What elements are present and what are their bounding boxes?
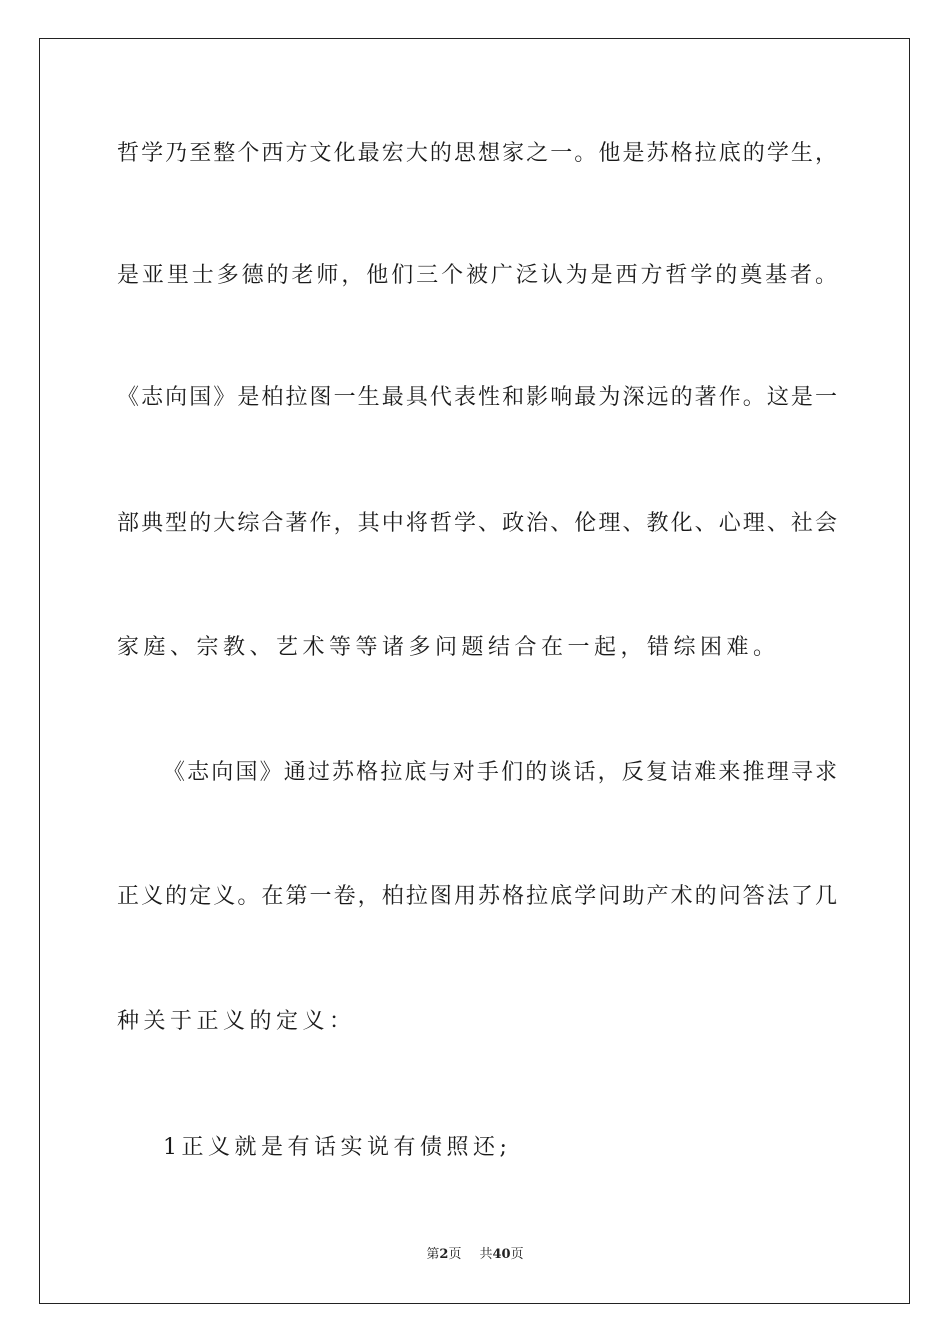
body-line-4: 部典型的大综合著作，其中将哲学、政治、伦理、教化、心理、社会 bbox=[117, 511, 837, 536]
footer-page-number: 2 bbox=[439, 1247, 449, 1262]
body-line-8: 种关于正义的定义： bbox=[117, 1009, 356, 1034]
footer-page-suffix: 页 bbox=[448, 1247, 462, 1262]
footer-page-prefix: 第 bbox=[426, 1247, 440, 1262]
page-border bbox=[39, 38, 910, 1304]
body-line-1: 哲学乃至整个西方文化最宏大的思想家之一。他是苏格拉底的学生， bbox=[117, 141, 837, 166]
page-footer bbox=[0, 1246, 950, 1264]
list-item-1: 1正义就是有话实说有债照还; bbox=[163, 1135, 512, 1160]
footer-total-pages: 40 bbox=[492, 1247, 511, 1262]
body-line-6: 《志向国》通过苏格拉底与对手们的谈话，反复诘难来推理寻求 bbox=[163, 760, 837, 785]
body-line-3: 《志向国》是柏拉图一生最具代表性和影响最为深远的著作。这是一 bbox=[117, 385, 837, 410]
footer-total-suffix: 页 bbox=[510, 1247, 524, 1262]
body-line-7: 正义的定义。在第一卷，柏拉图用苏格拉底学问助产术的问答法了几 bbox=[117, 884, 837, 909]
footer-total-prefix: 共 bbox=[479, 1247, 493, 1262]
body-line-2: 是亚里士多德的老师，他们三个被广泛认为是西方哲学的奠基者。 bbox=[117, 263, 837, 288]
body-line-5: 家庭、宗教、艺术等等诸多问题结合在一起，错综困难。 bbox=[117, 635, 780, 660]
